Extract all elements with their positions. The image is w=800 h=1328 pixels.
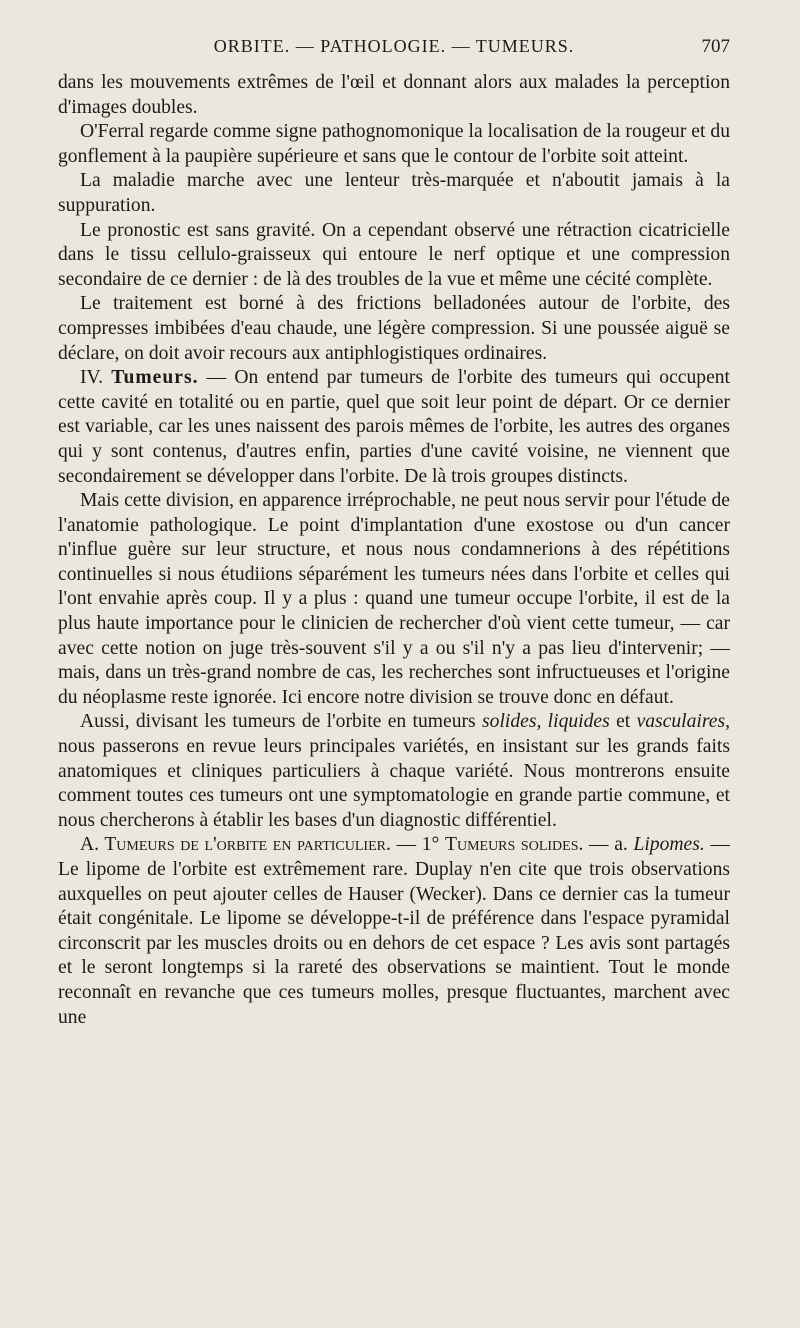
page-header [58, 36, 730, 66]
paragraph-1: dans les mouvements extrêmes de l'œil et donnant alors aux malades la perception d'images doubles. [58, 72, 730, 118]
section-numeral: IV. [80, 367, 112, 389]
subsubsection-heading: Tumeurs solides. [444, 834, 584, 856]
p8-italic-2: vasculaires [636, 711, 726, 733]
paragraph-3: La maladie marche avec une lenteur très-marquée et n'aboutit jamais à la suppuration. [58, 170, 730, 216]
page-number: 707 [701, 36, 730, 57]
paragraph-6 [58, 366, 730, 489]
paragraph-9 [58, 833, 730, 1030]
section-heading: Tumeurs. [111, 367, 199, 389]
body-text [58, 71, 730, 1030]
p9-text-3: — Le lipome de l'orbite est extrêmement rare. Duplay n'en cite que trois observations auxquelles on peut ajouter celles de Hauser (Wecker). Dans ce dernier cas la tumeur était congénitale. Le lipome se développe-t-il de préférence dans l'espace pyramidal circonscrit par les muscles droits ou en dehors de cet espace ? Les avis sont partagés et le seront longtemps si la rareté des observations se maintient. Tout le monde reconnaît en revanche que ces tumeurs molles, presque fluctuantes, marchent avec une [58, 834, 731, 1028]
subsection-heading: A. Tumeurs de l'orbite en particulier. [80, 834, 391, 856]
p8-text-2: et [609, 711, 637, 733]
running-title: ORBITE. — PATHOLOGIE. — TUMEURS. [213, 36, 575, 56]
paragraph-4: Le pronostic est sans gravité. On a cependant observé une rétraction cicatricielle dans le tissu cellulo-graisseux qui entoure le nerf optique et une compression secondaire de ce dernier : de là des troubles de la vue et même une cécité complète. [58, 219, 730, 290]
p9-text-1: — 1° [390, 834, 445, 856]
paragraph-2: O'Ferral regarde comme signe pathognomonique la localisation de la rougeur et du gonflement à la paupière supérieure et sans que le contour de l'orbite soit atteint. [58, 121, 730, 167]
lipomes-heading: Lipomes. [633, 834, 705, 856]
paragraph-5: Le traitement est borné à des frictions belladonées autour de l'orbite, des compresses imbibées d'eau chaude, une légère compression. Si une poussée aiguë se déclare, on doit avoir recours aux antiphlogistiques ordinaires. [58, 293, 730, 364]
p9-text-2: — a. [583, 834, 634, 856]
paragraph-6-text: — On entend par tumeurs de l'orbite des tumeurs qui occupent cette cavité en totalité ou en partie, quel que soit leur point de départ. Or ce dernier est variable, car les unes naissent des parois mêmes de l'orbite, les autres des organes qui y sont contenus, d'autres enfin, parties d'une cavité voisine, ne viennent que secondairement se développer dans l'orbite. De là trois groupes distincts. [58, 367, 731, 487]
p8-italic-1: solides, liquides [482, 711, 610, 733]
p8-text-3: , nous passerons en revue leurs principales variétés, en insistant sur les grands faits anatomiques et cliniques particuliers à chaque variété. Nous montrerons ensuite comment toutes ces tumeurs ont une symptomatologie en grande partie commune, et nous chercherons à établir les bases d'un diagnostic différentiel. [58, 711, 730, 831]
paragraph-7: Mais cette division, en apparence irréprochable, ne peut nous servir pour l'étude de l'anatomie pathologique. Le point d'implantation d'une exostose ou d'un cancer n'influe guère sur leur structure, et nous nous condamnerions à des répétitions continuelles si nous étudiions séparément les tumeurs nées dans l'orbite et celles qui l'ont envahie après coup. Il y a plus : quand une tumeur occupe l'orbite, il est de la plus haute importance pour le clinicien de rechercher d'où vient cette tumeur, — car avec cette notion on juge très-souvent s'il y a ou s'il n'y a pas lieu d'intervenir; — mais, dans un très-grand nombre de cas, les recherches sont infructueuses et l'origine du néoplasme reste ignorée. Ici encore notre division se trouve donc en défaut. [58, 490, 730, 708]
paragraph-8 [58, 710, 730, 833]
p8-text-1: Aussi, divisant les tumeurs de l'orbite en tumeurs [80, 711, 483, 733]
